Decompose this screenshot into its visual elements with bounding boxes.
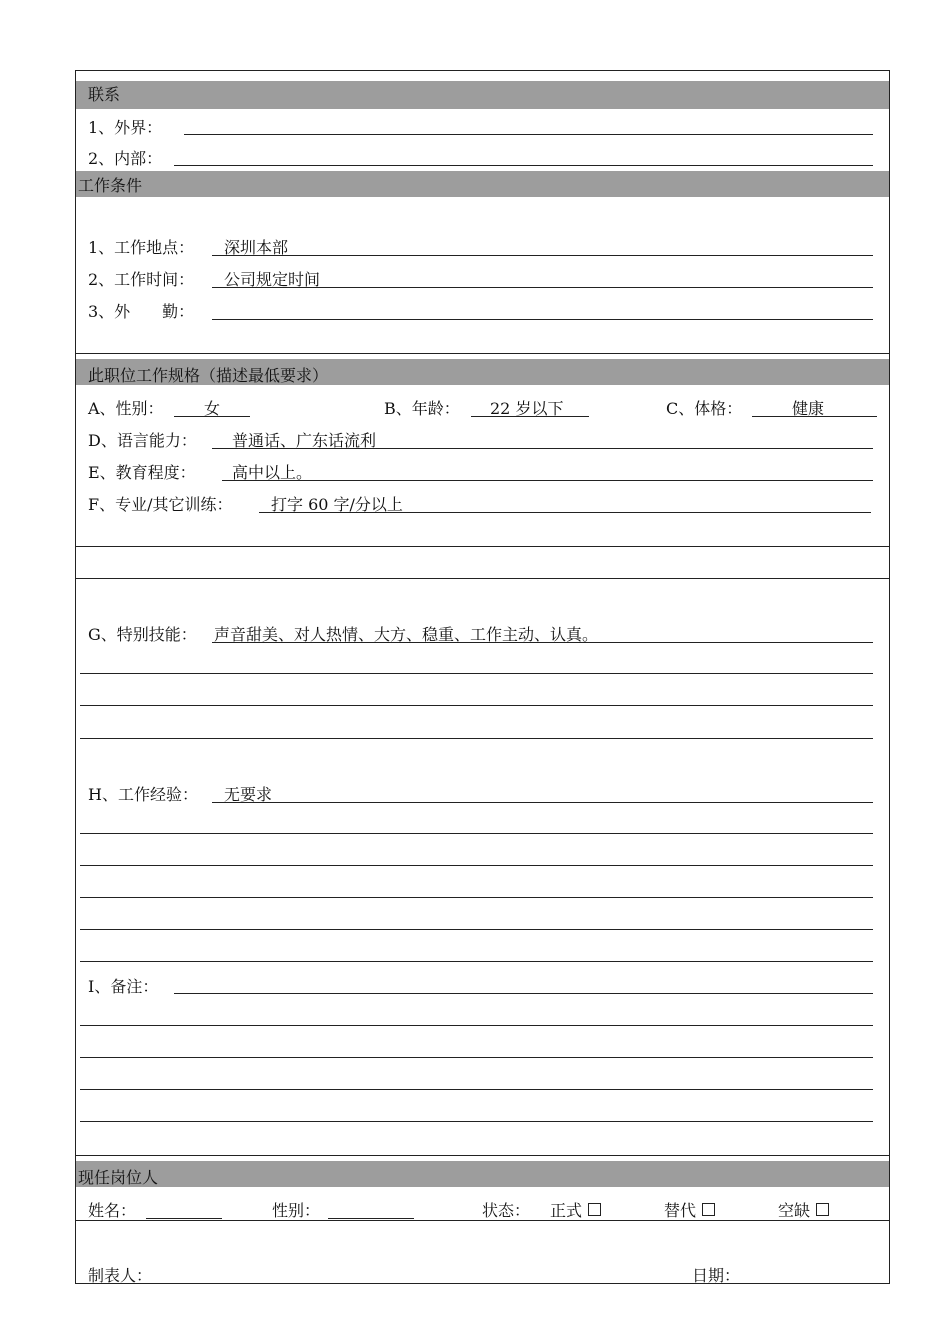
language-value: 普通话、广东话流利 bbox=[232, 431, 377, 450]
blank-line[interactable] bbox=[80, 705, 873, 706]
work-location-label: 1、工作地点： bbox=[88, 238, 195, 257]
conditions-header: 工作条件 bbox=[76, 171, 889, 197]
education-field[interactable] bbox=[222, 480, 873, 481]
internal-contact-label: 2、内部： bbox=[88, 149, 163, 168]
incumbent-status-label: 状态： bbox=[482, 1201, 531, 1220]
preparer-label: 制表人： bbox=[88, 1266, 153, 1285]
divider bbox=[76, 1220, 889, 1221]
blank-line[interactable] bbox=[80, 1089, 873, 1090]
incumbent-gender-label: 性别： bbox=[272, 1201, 321, 1220]
work-location-field[interactable] bbox=[212, 255, 873, 256]
work-experience-value: 无要求 bbox=[224, 785, 273, 804]
blank-line[interactable] bbox=[80, 1121, 873, 1122]
blank-line[interactable] bbox=[80, 673, 873, 674]
specs-header: 此职位工作规格（描述最低要求） bbox=[76, 359, 889, 385]
incumbent-gender-field[interactable] bbox=[328, 1218, 414, 1219]
date-field[interactable] bbox=[748, 1283, 843, 1284]
work-experience-label: H、工作经验： bbox=[88, 785, 198, 804]
gender-value: 女 bbox=[204, 399, 221, 418]
special-skills-value: 声音甜美、对人热情、大方、稳重、工作主动、认真。 bbox=[214, 625, 599, 644]
job-description-form bbox=[75, 70, 890, 1284]
blank-line[interactable] bbox=[80, 961, 873, 962]
divider bbox=[76, 1155, 889, 1156]
status-option-formal[interactable] bbox=[550, 1201, 601, 1221]
blank-line[interactable] bbox=[80, 1057, 873, 1058]
external-contact-label: 1、外界： bbox=[88, 118, 163, 137]
blank-line[interactable] bbox=[80, 897, 873, 898]
incumbent-header: 现任岗位人 bbox=[76, 1161, 889, 1187]
external-contact-field[interactable] bbox=[184, 134, 873, 135]
divider bbox=[76, 353, 889, 354]
date-label: 日期： bbox=[692, 1266, 741, 1285]
status-option-vacant[interactable] bbox=[778, 1201, 829, 1221]
work-time-value: 公司规定时间 bbox=[224, 270, 321, 289]
work-location-value: 深圳本部 bbox=[224, 238, 289, 257]
incumbent-name-label: 姓名： bbox=[88, 1201, 137, 1220]
education-label: E、教育程度： bbox=[88, 463, 196, 482]
divider bbox=[76, 578, 889, 579]
education-value: 高中以上。 bbox=[232, 463, 313, 482]
internal-contact-field[interactable] bbox=[174, 165, 873, 166]
training-value: 打字 60 字/分以上 bbox=[271, 495, 403, 514]
work-time-label: 2、工作时间： bbox=[88, 270, 195, 289]
physique-value: 健康 bbox=[792, 399, 825, 418]
language-label: D、语言能力： bbox=[88, 431, 197, 450]
work-experience-field[interactable] bbox=[212, 802, 873, 803]
blank-line[interactable] bbox=[80, 929, 873, 930]
blank-line[interactable] bbox=[80, 738, 873, 739]
status-option-substitute[interactable] bbox=[664, 1201, 715, 1221]
notes-field[interactable] bbox=[174, 993, 873, 994]
outdoor-work-label: 3、外 勤： bbox=[88, 302, 195, 321]
blank-line[interactable] bbox=[80, 1025, 873, 1026]
training-label: F、专业/其它训练： bbox=[88, 495, 233, 514]
age-label: B、年龄： bbox=[384, 399, 460, 418]
checkbox-icon[interactable] bbox=[702, 1203, 715, 1216]
notes-label: I、备注： bbox=[88, 977, 159, 996]
status-option-vacant-label: 空缺 bbox=[778, 1201, 811, 1220]
preparer-field[interactable] bbox=[165, 1283, 260, 1284]
checkbox-icon[interactable] bbox=[588, 1203, 601, 1216]
status-option-substitute-label: 替代 bbox=[664, 1201, 697, 1220]
physique-label: C、体格： bbox=[666, 399, 743, 418]
contact-header: 联系 bbox=[76, 81, 889, 109]
incumbent-name-field[interactable] bbox=[146, 1218, 222, 1219]
status-option-formal-label: 正式 bbox=[550, 1201, 583, 1220]
blank-line[interactable] bbox=[80, 865, 873, 866]
special-skills-label: G、特别技能： bbox=[88, 625, 197, 644]
outdoor-work-field[interactable] bbox=[212, 319, 873, 320]
gender-label: A、性别： bbox=[88, 399, 164, 418]
age-value: 22 岁以下 bbox=[490, 399, 564, 418]
blank-line[interactable] bbox=[80, 833, 873, 834]
checkbox-icon[interactable] bbox=[816, 1203, 829, 1216]
divider bbox=[76, 546, 889, 547]
